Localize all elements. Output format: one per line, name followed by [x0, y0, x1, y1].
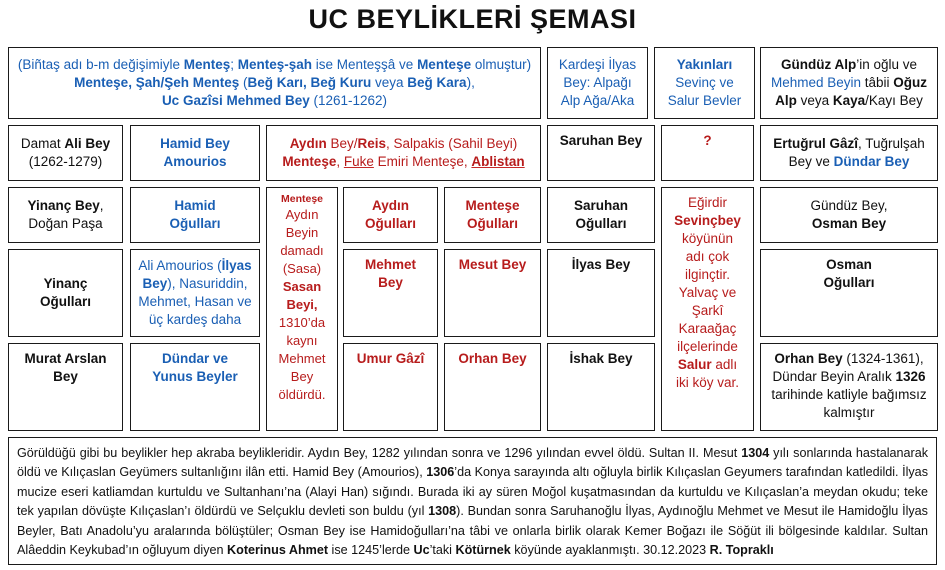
ali-amourios-box: Ali Amourios (İlyas Bey), Nasuriddin, Mehmet, Hasan ve üç kardeş daha: [130, 249, 260, 337]
gunduz-bey-box: Gündüz Bey, Osman Bey: [760, 187, 938, 243]
hamid-ogullari-box: Hamid Oğulları: [130, 187, 260, 243]
orhan-bey-osman-box: Orhan Bey (1324-1361), Dündar Beyin Aralık 1326 tarihinde katliyle bağımsız kalmıştır: [760, 343, 938, 431]
yinanc-ogullari-box: Yinanç Oğulları: [8, 249, 123, 337]
saruhan-ogullari-box: Saruhan Oğulları: [547, 187, 655, 243]
ilyas-bey-saruhan-box: İlyas Bey: [547, 249, 655, 337]
osman-ogullari-box: Osman Oğulları: [760, 249, 938, 337]
saruhan-bey-box: Saruhan Bey: [547, 125, 655, 181]
ertugrul-gazi-box: Ertuğrul Gâzî, Tuğrulşah Bey ve Dündar Bey: [760, 125, 938, 181]
mentese-ogullari-box: Menteşe Oğulları: [444, 187, 541, 243]
hamid-bey-box: Hamid Bey Amourios: [130, 125, 260, 181]
oguz-alp-box: Gündüz Alp’in oğlu ve Mehmed Beyin tâbii Oğuz Alp veya Kaya/Kayı Bey: [760, 47, 938, 119]
mentese-origin-box: (Biñtaş adı b-m değişimiyle Menteş; Menteş-şah ise Menteşşâ ve Menteşe olmuştur) Menteşe, Şah/Şeh Menteş (Beğ Karı, Beğ Kuru veya Beğ Kara), Uc Gazîsi Mehmed Bey (1261-1262): [8, 47, 541, 119]
orhan-bey-aydin-box: Orhan Bey: [444, 343, 541, 431]
mesut-bey-box: Mesut Bey: [444, 249, 541, 337]
egirdir-note-box: Eğirdir Sevinçbey köyünün adı çok ilginçtir. Yalvaç ve Şarkî Karaağaç ilçelerinde Salur adlı iki köy var.: [661, 187, 754, 431]
yinanc-bey-box: Yinanç Bey, Doğan Paşa: [8, 187, 123, 243]
umur-gazi-box: Umur Gâzî: [343, 343, 438, 431]
aydin-ogullari-box: Aydın Oğulları: [343, 187, 438, 243]
ilyas-bey-box: Kardeşi İlyas Bey: Alpağı Alp Ağa/Aka: [547, 47, 648, 119]
aydin-reis-box: Aydın Bey/Reis, Salpakis (Sahil Beyi) Menteşe, Fuke Emiri Menteşe, Ablistan: [266, 125, 541, 181]
relatives-box: Yakınları Sevinç ve Salur Bevler: [654, 47, 755, 119]
mehmet-bey-box: Mehmet Bey: [343, 249, 438, 337]
dundar-yunus-box: Dündar ve Yunus Beyler: [130, 343, 260, 431]
sasan-bey-box: Menteşe Aydın Beyin damadı (Sasa) Sasan Beyi, 1310’da kaynı Mehmet Bey öldürdü.: [266, 187, 338, 431]
murat-arslan-box: Murat Arslan Bey: [8, 343, 123, 431]
unknown-box: ?: [661, 125, 754, 181]
ali-bey-box: Damat Ali Bey (1262-1279): [8, 125, 123, 181]
history-note: Görüldüğü gibi bu beylikler hep akraba beylikleridir. Aydın Bey, 1282 yılından sonra ve 1296 yılından evvel öldü. Sultan II. Mesut 1304 yılı sonlarında hastalanarak öldü ve Kılıçaslan Geyümers sultanlığını ilân etti. Hamid Bey (Amourios), 1306’da Konya sarayında altı oğluyla birlik Kılıçaslan Geyumers tarafından katledildi. İlyas mucize eseri katliamdan kurtuldu ve Sultanhanı’na (Alayi Han) sığındı. Burada iki ay süren Moğol kuşatmasından da kurtuldu ve Kılıçaslan’a meydan okudu; teke tek yapılan dövüşte Kılıçaslan’ı öldürdü ve Selçuklu devleti son buldu (yıl 1308). Bundan sonra Saruhanoğlu İlyas, Aydınoğlu Mehmet ve Mesut ile Hamidoğlu İlyas Beyler, Batı Anadolu’yu aralarında bölüştüler; Osman Bey ise Hamidoğulları’na tâbi ve onlarla birlik olarak Kemer Boğazı ile Söğüt ili bölgesinde kaldılar. Sultan Alâeddin Keykubad’ın oğluyum diyen Koterinus Ahmet ise 1245’lerde Uc’taki Kötürnek köyünde ayaklanmıştı. 30.12.2023 R. Topraklı: [8, 437, 937, 565]
page-title: UC BEYLİKLERİ ŞEMASI: [308, 4, 637, 34]
ishak-bey-box: İshak Bey: [547, 343, 655, 431]
